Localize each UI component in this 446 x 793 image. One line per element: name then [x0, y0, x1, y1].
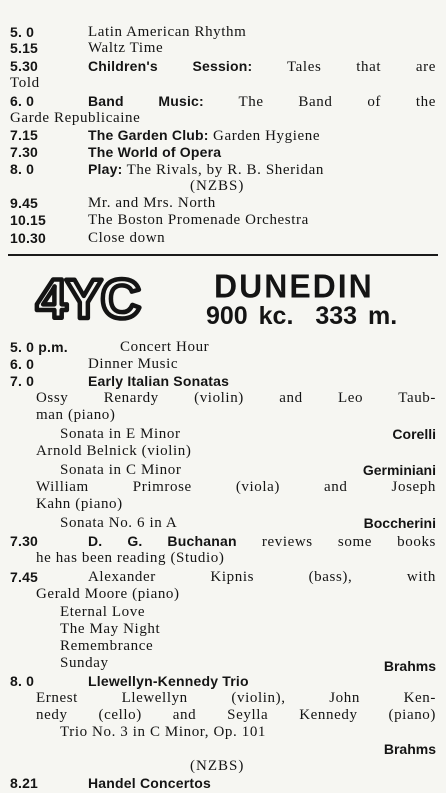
- program-entry: [0, 228, 446, 248]
- work-title: Sonata in C Minor: [60, 462, 182, 478]
- program-entry: [0, 773, 446, 793]
- composer: Boccherini: [363, 515, 436, 531]
- time: 7.30: [10, 144, 39, 160]
- program-entry-continued: [0, 548, 446, 568]
- composer: Brahms: [383, 658, 436, 674]
- time: 6. 0: [10, 93, 35, 109]
- performer-line: [0, 441, 446, 461]
- source-label: (NZBS): [190, 758, 245, 774]
- performers: Arnold Belnick (violin): [36, 443, 192, 459]
- program-detail: Garde Republicaine: [10, 110, 141, 126]
- performers: William Primrose (viola) and Joseph: [36, 479, 436, 495]
- program-detail: Gerald Moore (piano): [36, 586, 180, 602]
- song-title: The May Night: [60, 621, 161, 637]
- program-detail: Tales that are: [286, 59, 437, 75]
- time: 6. 0: [10, 356, 35, 372]
- time: 8. 0: [10, 673, 35, 689]
- station-frequency-line: [206, 302, 397, 331]
- program-heading: The World of Opera: [88, 144, 222, 160]
- time: 7.45: [10, 569, 39, 585]
- time: 5.15: [10, 40, 39, 56]
- program-heading: Band Music:: [88, 93, 204, 109]
- program-heading: The Garden Club:: [88, 127, 209, 143]
- performer-line: [0, 494, 446, 514]
- program-title: Alexander Kipnis (bass), with: [88, 569, 436, 585]
- program-title: Waltz Time: [88, 40, 164, 56]
- program-entry: [0, 38, 446, 58]
- program-title: Latin American Rhythm: [88, 24, 247, 40]
- composer: Corelli: [392, 426, 436, 442]
- program-heading: Llewellyn-Kennedy Trio: [88, 673, 249, 689]
- program-entry: [0, 210, 446, 230]
- work-title: Sonata in E Minor: [60, 426, 181, 442]
- time: 8. 0: [10, 161, 35, 177]
- performers: nedy (cello) and Seylla Kennedy (piano): [36, 707, 436, 723]
- program-heading: Play:: [88, 161, 123, 177]
- program-heading: D. G. Buchanan: [88, 533, 237, 549]
- song-title: Eternal Love: [60, 604, 146, 620]
- program-entry-continued: [0, 584, 446, 604]
- time: 8.21: [10, 775, 39, 791]
- time: 5.30: [10, 58, 39, 74]
- time: 5. 0 p.m.: [10, 339, 68, 355]
- song-line: [0, 653, 446, 673]
- station-logo-text: 4YC: [36, 267, 139, 328]
- time: 10.15: [10, 212, 47, 228]
- work-line: [0, 513, 446, 533]
- station-banner: [0, 262, 446, 336]
- program-title: Concert Hour: [120, 339, 210, 355]
- program-title: Dinner Music: [88, 356, 179, 372]
- station-wavelength: 333 m.: [315, 302, 398, 330]
- station-logo: [30, 266, 200, 328]
- station-city: DUNEDIN: [214, 267, 374, 305]
- program-detail: he has been reading (Studio): [36, 550, 225, 566]
- performers: Ernest Llewellyn (violin), John Ken-: [36, 690, 436, 706]
- time: 7.30: [10, 533, 39, 549]
- song-title: Sunday: [60, 655, 109, 671]
- performer-line: [0, 405, 446, 425]
- time: 9.45: [10, 195, 39, 211]
- time: 5. 0: [10, 24, 35, 40]
- program-detail: The Rivals, by R. B. Sheridan: [126, 162, 324, 178]
- composer: Brahms: [383, 741, 436, 757]
- program-title: The Boston Promenade Orchestra: [88, 212, 309, 228]
- program-detail: Garden Hygiene: [213, 128, 321, 144]
- time: 10.30: [10, 230, 47, 246]
- work-title: Trio No. 3 in C Minor, Op. 101: [60, 724, 267, 740]
- performers: man (piano): [36, 407, 116, 423]
- station-frequency: 900 kc.: [206, 302, 294, 330]
- program-heading: Early Italian Sonatas: [88, 373, 230, 389]
- program-heading: Handel Concertos: [88, 775, 211, 791]
- work-title: Sonata No. 6 in A: [60, 515, 178, 531]
- program-entry-continued: [0, 73, 446, 93]
- time: 7. 0: [10, 373, 35, 389]
- program-detail: Told: [10, 75, 40, 91]
- performers: Kahn (piano): [36, 496, 123, 512]
- program-title: Mr. and Mrs. North: [88, 195, 216, 211]
- program-detail: The Band of the: [238, 94, 436, 110]
- time: 7.15: [10, 127, 39, 143]
- program-title: Close down: [88, 230, 166, 246]
- program-detail: reviews some books: [261, 534, 436, 550]
- composer: Germiniani: [362, 462, 436, 478]
- performers: Ossy Renardy (violin) and Leo Taub-: [36, 390, 436, 406]
- divider: [8, 254, 438, 256]
- source-label: (NZBS): [190, 178, 245, 194]
- program-heading: Children's Session:: [88, 58, 253, 74]
- song-title: Remembrance: [60, 638, 154, 654]
